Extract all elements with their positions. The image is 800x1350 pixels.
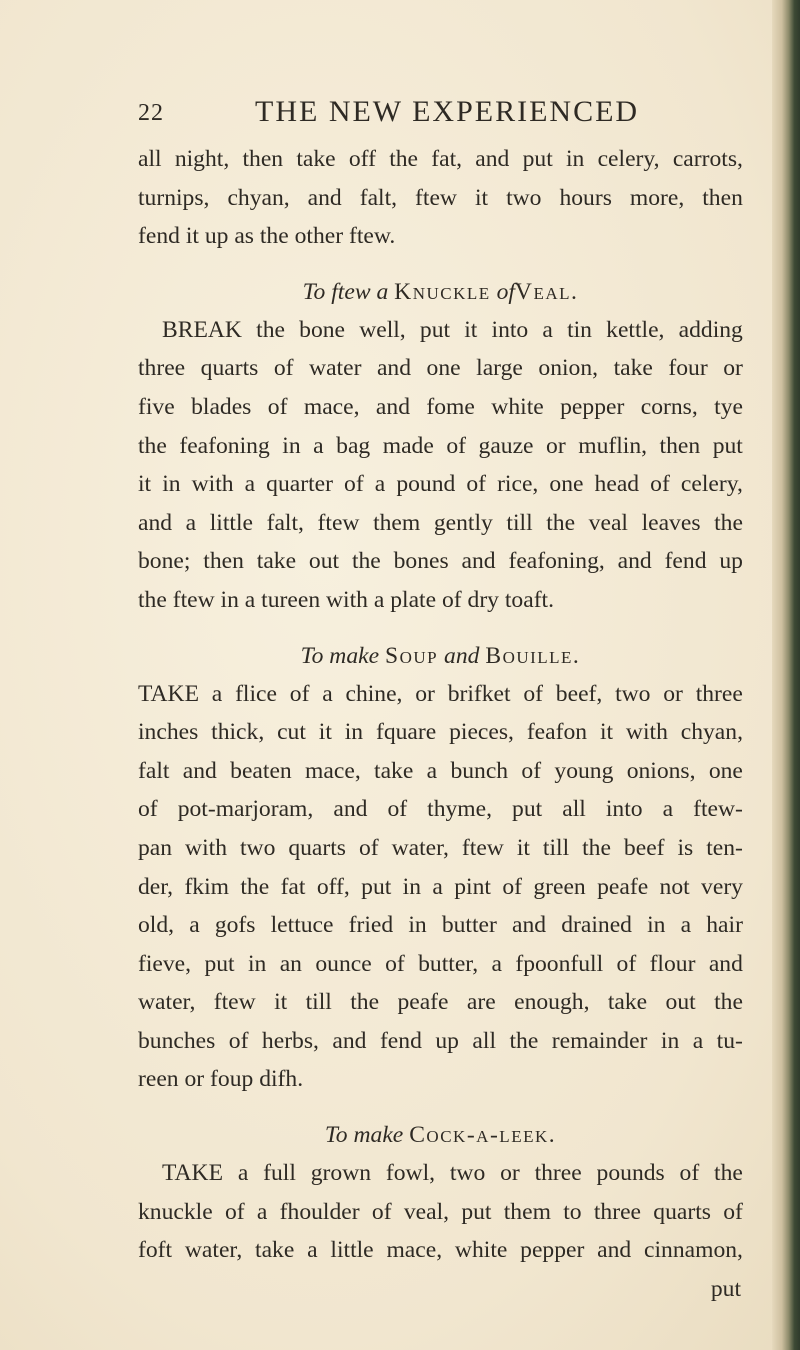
text-line: inches thick, cut it in fquare pieces, feafon it with chyan,	[138, 719, 743, 746]
text-line: three quarts of water and one large onion, take four or	[138, 355, 743, 382]
text-line: der, fkim the fat off, put in a pint of green peafe not very	[138, 873, 743, 900]
text-line: and a little falt, ftew them gently till the veal leaves the	[138, 509, 743, 536]
text-line: five blades of mace, and fome white pepper corns, tye	[138, 393, 743, 420]
text-line: turnips, chyan, and falt, ftew it two hours more, then	[138, 184, 743, 211]
text-line: reen or foup difh.	[138, 1066, 304, 1093]
heading-name: Cock-a-leek.	[409, 1122, 557, 1149]
recipe-heading	[138, 637, 743, 675]
text-line: bunches of herbs, and fend up all the remainder in a tu-	[138, 1027, 743, 1054]
text-line: pan with two quarts of water, ftew it till the beef is ten-	[138, 834, 743, 861]
text-line: bone; then take out the bones and feafoning, and fend up	[138, 548, 743, 575]
catchword: put	[710, 1275, 741, 1302]
text-line: falt and beaten mace, take a bunch of young onions, one	[138, 757, 743, 784]
running-title: THE NEW EXPERIENCED	[255, 95, 640, 128]
heading-prefix: To make	[324, 1122, 404, 1149]
text-line: old, a gofs lettuce fried in butter and drained in a hair	[138, 912, 743, 939]
heading-suffix: Bouille.	[485, 642, 581, 669]
heading-name: Soup	[384, 642, 439, 669]
text-line: the feafoning in a bag made of gauze or muflin, then put	[138, 432, 743, 459]
text-line: BREAK the bone well, put it into a tin kettle, adding	[162, 316, 743, 343]
body-text	[138, 140, 743, 1308]
text-line: water, ftew it till the peafe are enough, take out the	[138, 989, 743, 1016]
text-line: the ftew in a tureen with a plate of dry toaft.	[138, 586, 555, 613]
text-line: fend it up as the other ftew.	[138, 223, 396, 250]
text-line: foft water, take a little mace, white pepper and cinnamon,	[138, 1237, 743, 1264]
recipe-heading	[138, 1116, 743, 1154]
heading-suffix: Veal.	[514, 278, 579, 305]
recipe-heading	[138, 273, 743, 311]
text-line: it in with a quarter of a pound of rice, one head of celery,	[138, 471, 743, 498]
text-line: knuckle of a fhoulder of veal, put them to three quarts of	[138, 1198, 743, 1225]
text-line: all night, then take off the fat, and put in celery, carrots,	[138, 146, 743, 172]
text-line: fieve, put in an ounce of butter, a fpoonfull of flour and	[138, 950, 743, 977]
text-line: of pot-marjoram, and of thyme, put all into a ftew-	[138, 796, 743, 823]
text-line: TAKE a full grown fowl, two or three pounds of the	[162, 1160, 743, 1187]
page-number: 22	[138, 100, 164, 126]
heading-prefix: To make	[300, 642, 380, 669]
heading-prefix: To ftew a	[302, 278, 389, 305]
heading-mid: of	[496, 278, 515, 305]
text-line: TAKE a flice of a chine, or brifket of beef, two or three	[138, 680, 743, 707]
book-binding-edge	[772, 0, 800, 1350]
heading-mid: and	[444, 642, 480, 669]
heading-name: Knuckle	[394, 278, 491, 305]
